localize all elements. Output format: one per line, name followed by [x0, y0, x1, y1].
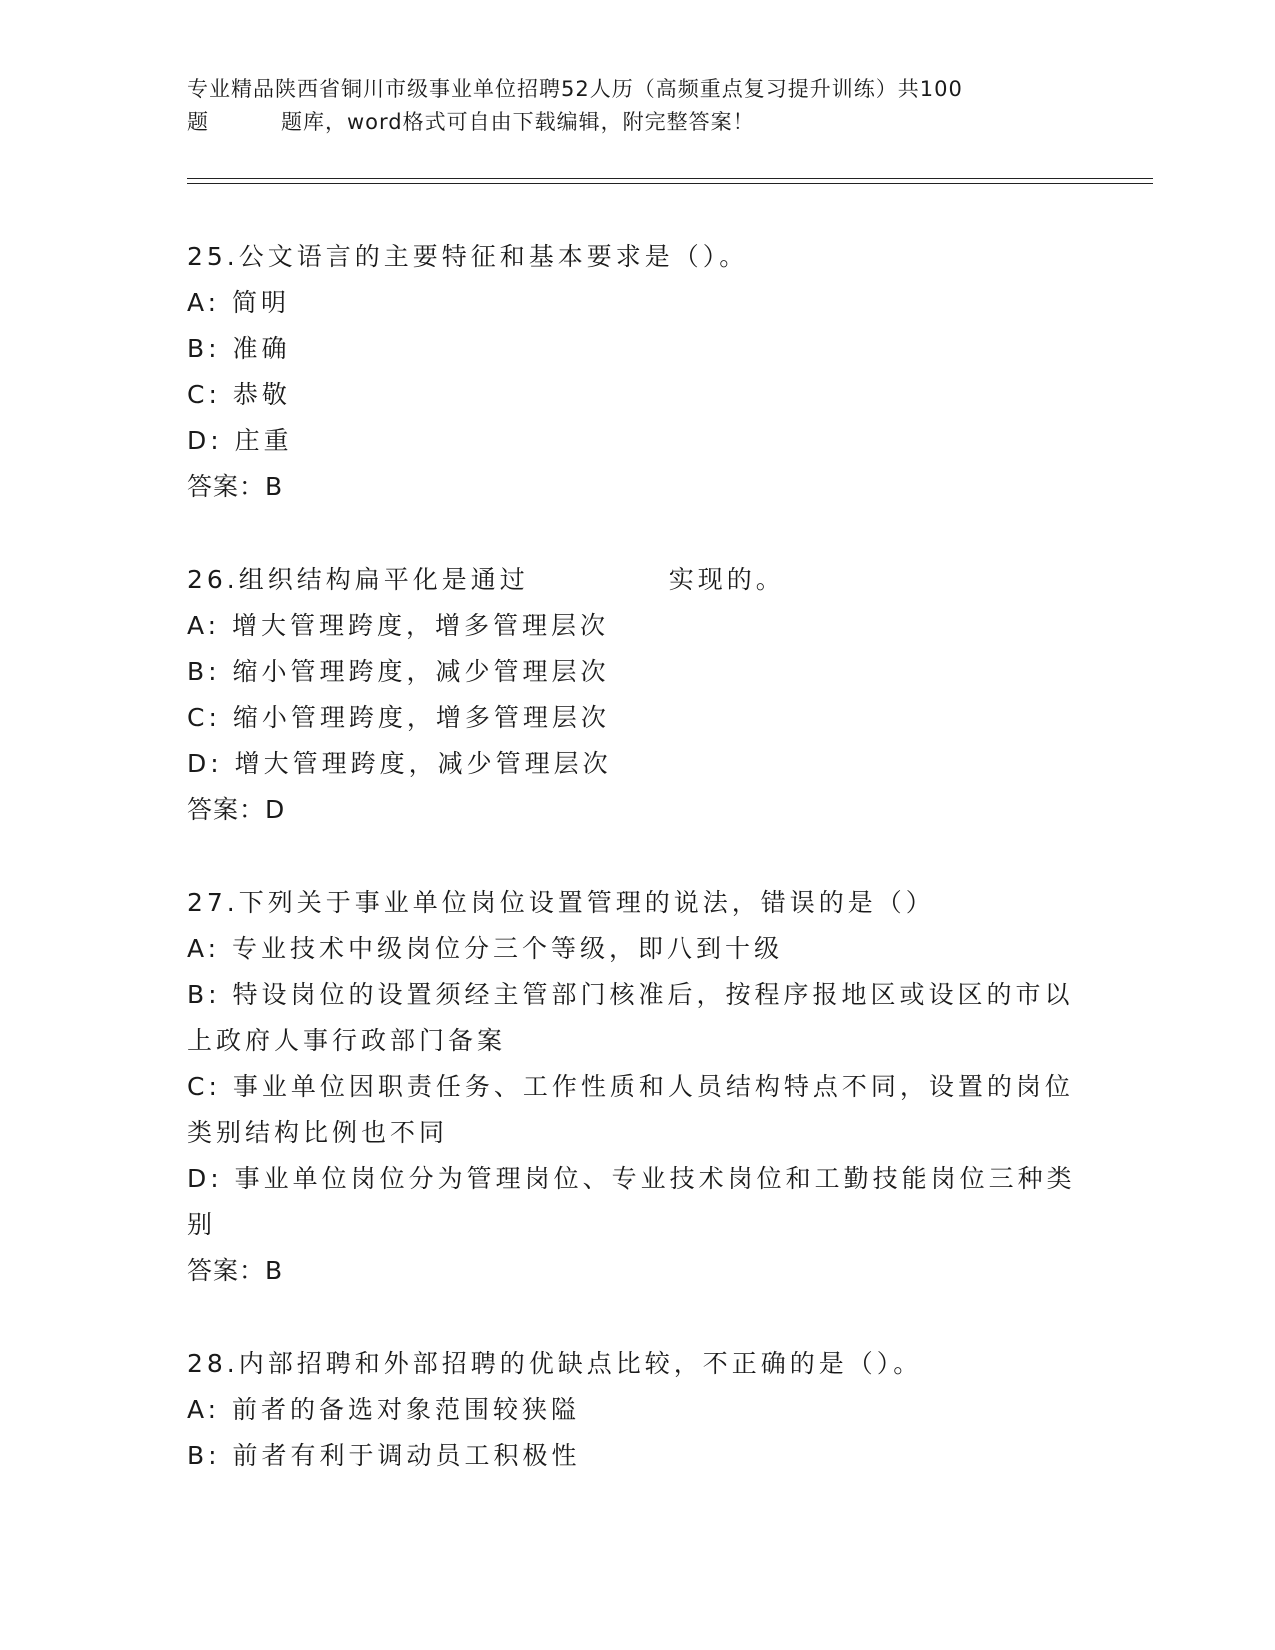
- answer-label: 答案：B: [187, 1256, 284, 1285]
- option-b: B: 前者有利于调动员工积极性: [187, 1441, 581, 1470]
- option-b: B: 准确: [187, 334, 291, 363]
- option-d: D: 事业单位岗位分为管理岗位、专业技术岗位和工勤技能岗位三种类别: [187, 1164, 1076, 1239]
- option-c: C: 恭敬: [187, 380, 291, 409]
- option-b: B: 特设岗位的设置须经主管部门核准后，按程序报地区或设区的市以上政府人事行政部门备案: [187, 980, 1074, 1055]
- question-27: [187, 880, 1087, 1294]
- question-stem: 28.内部招聘和外部招聘的优缺点比较，不正确的是（）。: [187, 1349, 923, 1378]
- header-rule-bottom: [187, 183, 1153, 184]
- option-a: A: 简明: [187, 288, 291, 317]
- header-line-2-end: 题库，word格式可自由下载编辑，附完整答案！: [281, 110, 755, 134]
- answer-label: 答案：B: [187, 472, 284, 501]
- question-25: [187, 234, 1087, 510]
- question-stem-end: 实现的。: [668, 565, 785, 594]
- question-list: [187, 234, 1087, 1526]
- question-stem: 25.公文语言的主要特征和基本要求是（）。: [187, 242, 749, 271]
- question-stem-start: 26.组织结构扁平化是通过: [187, 565, 529, 594]
- option-b: B: 缩小管理跨度，减少管理层次: [187, 657, 610, 686]
- header-line-2-start: 题: [187, 110, 209, 134]
- question-stem: 27.下列关于事业单位岗位设置管理的说法，错误的是（）: [187, 888, 935, 917]
- document-header: [187, 73, 1067, 139]
- option-d: D: 增大管理跨度，减少管理层次: [187, 749, 612, 778]
- answer-label: 答案：D: [187, 795, 286, 824]
- option-c: C: 缩小管理跨度，增多管理层次: [187, 703, 610, 732]
- option-a: A: 增大管理跨度，增多管理层次: [187, 611, 610, 640]
- header-line-1: 专业精品陕西省铜川市级事业单位招聘52人历（高频重点复习提升训练）共100: [187, 77, 963, 101]
- question-26: [187, 557, 1087, 833]
- option-a: A: 前者的备选对象范围较狭隘: [187, 1395, 581, 1424]
- question-stem: [187, 557, 1087, 603]
- header-line-2: [187, 106, 1067, 139]
- option-d: D: 庄重: [187, 426, 293, 455]
- option-c: C: 事业单位因职责任务、工作性质和人员结构特点不同，设置的岗位类别结构比例也不同: [187, 1072, 1074, 1147]
- question-28: [187, 1341, 1087, 1479]
- header-rule-top: [187, 178, 1153, 179]
- option-a: A: 专业技术中级岗位分三个等级，即八到十级: [187, 934, 784, 963]
